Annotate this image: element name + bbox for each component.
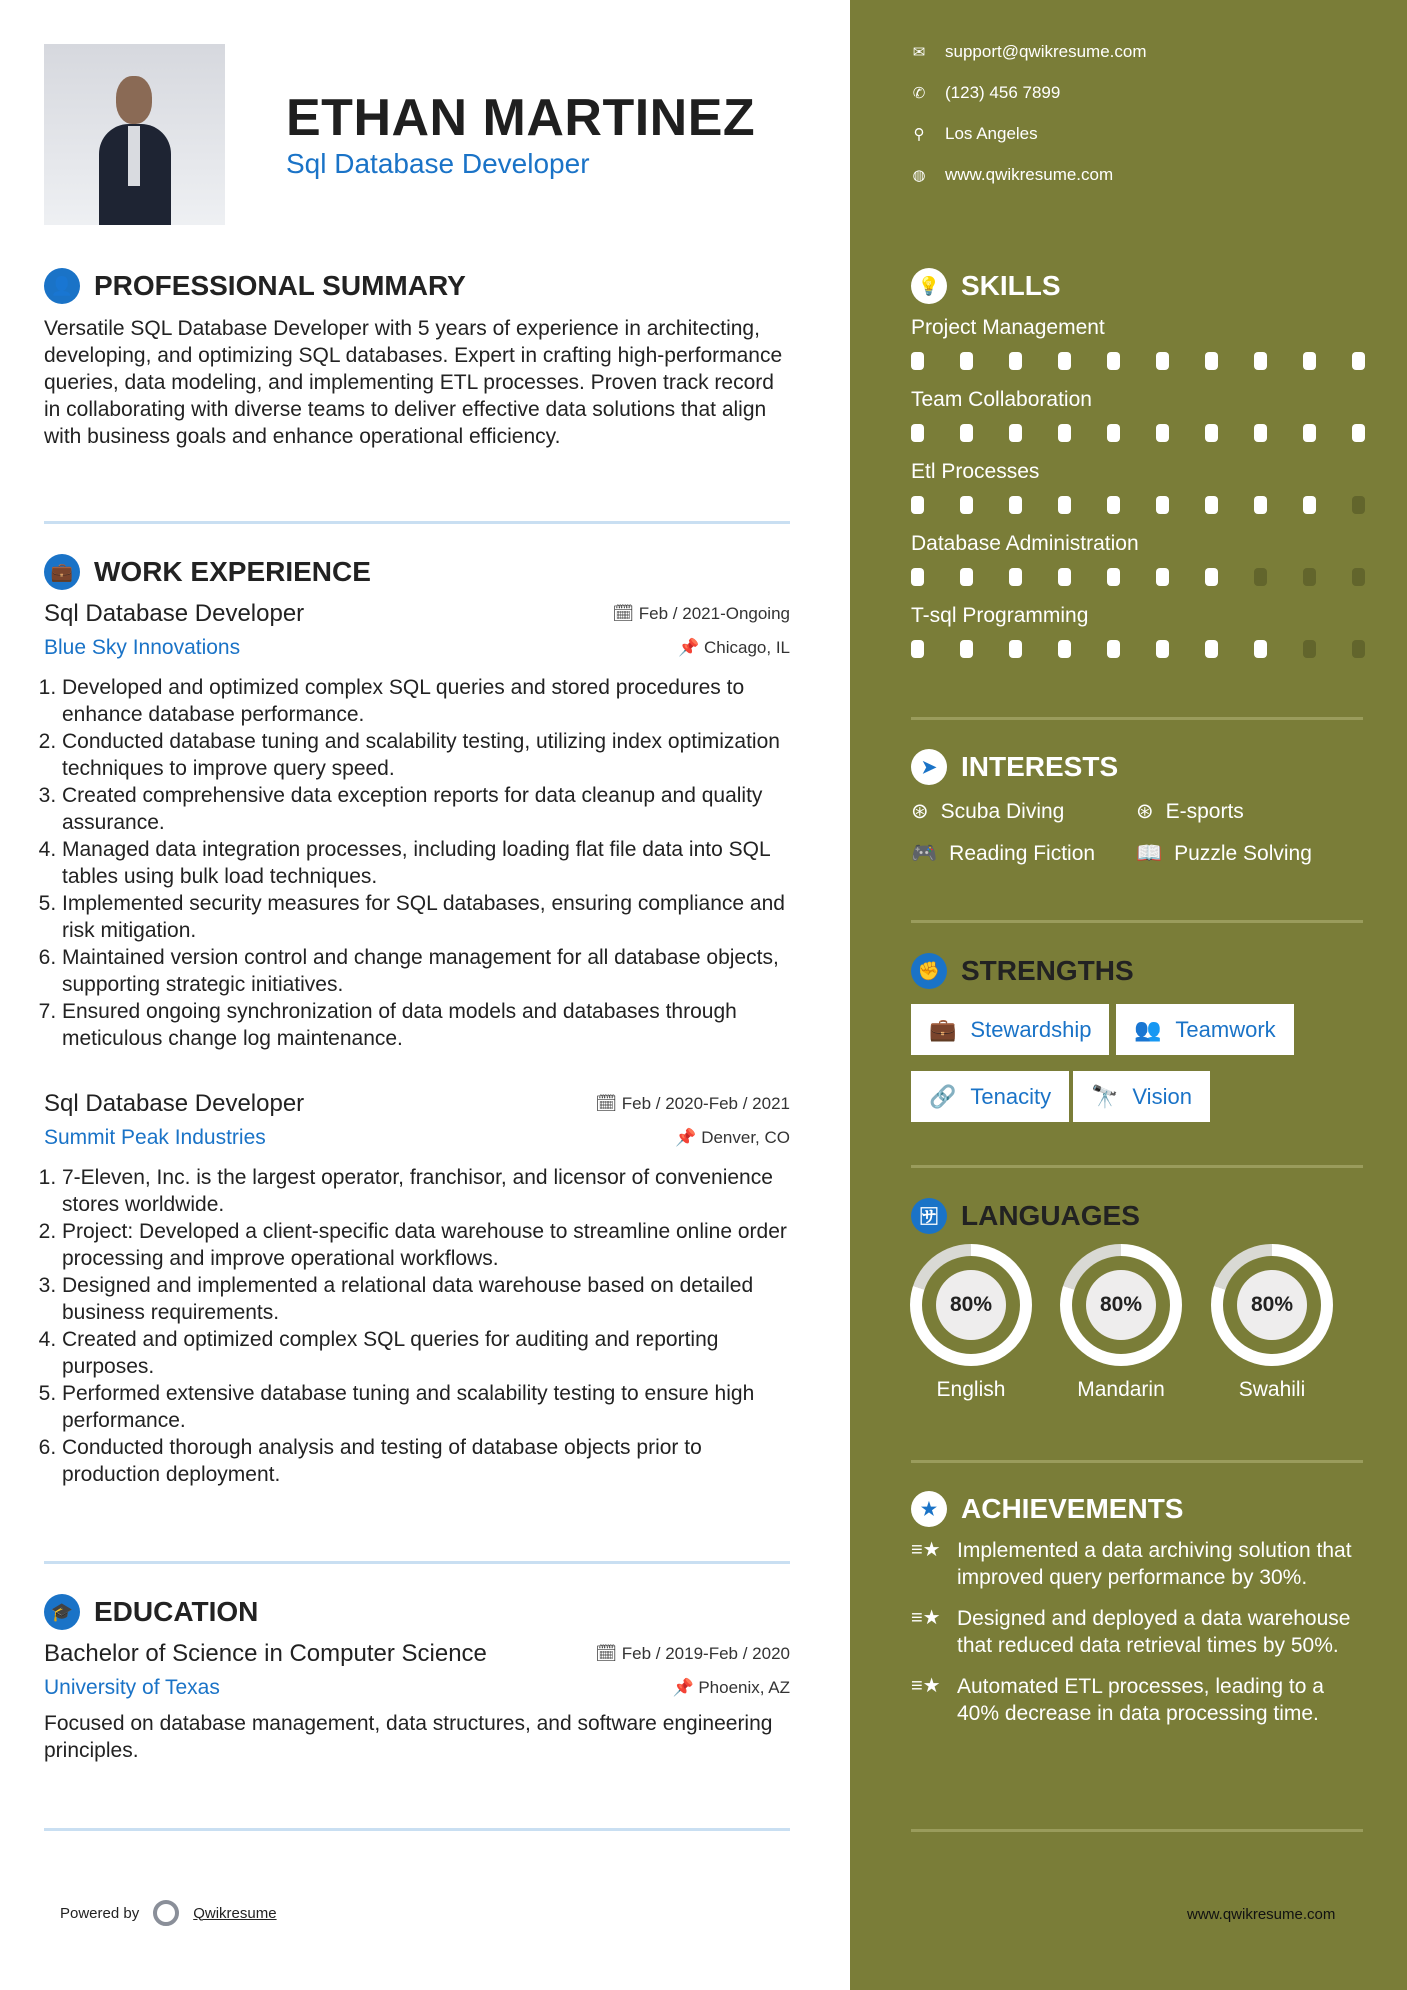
language-name: Mandarin: [1077, 1378, 1165, 1401]
skill-rating: [911, 640, 1365, 658]
interest-item: [911, 799, 1136, 824]
summary-text: Versatile SQL Database Developer with 5 years of experience in architecting, developing, and optimizing SQL databases. Expert in crafting high-performance queries, data modeling, and implementing ETL processes. Proven track record in collaborating with diverse teams to deliver effective data solutions that align with business goals and enhance operational efficiency.: [44, 317, 783, 448]
contact-list: [911, 42, 1147, 185]
qwikresume-link[interactable]: Qwikresume: [193, 1904, 277, 1922]
achievement-item: [911, 1605, 1363, 1659]
link-icon: 🔗: [929, 1083, 957, 1109]
skills-heading: [911, 268, 1365, 304]
rating-dot: [1303, 640, 1316, 658]
shooting-star-icon: ≡★: [911, 1607, 941, 1629]
rating-dot: [911, 352, 924, 370]
rating-dot: [911, 424, 924, 442]
rating-dot: [1303, 352, 1316, 370]
rating-dot: [1156, 568, 1169, 586]
binoculars-icon: 🔭: [1091, 1083, 1119, 1109]
globe-icon: ◍: [912, 167, 926, 184]
strength-label: Teamwork: [1175, 1016, 1276, 1042]
rating-dot: [1254, 568, 1267, 586]
fist-icon: ✊: [911, 953, 947, 989]
company-name: Blue Sky Innovations: [44, 636, 241, 659]
skills-section: [911, 268, 1365, 676]
briefcase-user-icon: 💼: [44, 554, 80, 590]
language-percent: 80%: [1086, 1270, 1156, 1340]
duty-item: 3. Designed and implemented a relational data warehouse based on detailed business requirements.: [62, 1272, 790, 1326]
shooting-star-icon: ≡★: [911, 1539, 941, 1561]
achievement-text: Designed and deployed a data warehouse that reduced data retrieval times by 50%.: [957, 1607, 1351, 1657]
translate-icon: 🈂: [911, 1198, 947, 1234]
divider: [44, 1828, 790, 1831]
job-title: Sql Database Developer: [44, 1090, 305, 1117]
job-location-text: Denver, CO: [701, 1128, 790, 1147]
rating-dot: [1156, 424, 1169, 442]
rating-dot: [1205, 640, 1218, 658]
skill-name: Team Collaboration: [911, 388, 1092, 411]
rating-dot: [1254, 496, 1267, 514]
education-location: 📌 Phoenix, AZ: [672, 1678, 790, 1697]
contact-website[interactable]: [911, 165, 1147, 185]
qwikresume-logo-icon: [153, 1900, 179, 1926]
duty-item: 7. Ensured ongoing synchronization of data models and databases through meticulous change log maintenance.: [62, 998, 790, 1052]
rating-dot: [1254, 352, 1267, 370]
rating-dot: [1107, 496, 1120, 514]
website-text: www.qwikresume.com: [945, 165, 1114, 184]
skill-name: Etl Processes: [911, 460, 1040, 483]
rating-dot: [960, 640, 973, 658]
rating-dot: [1156, 352, 1169, 370]
education-location-text: Phoenix, AZ: [698, 1678, 790, 1697]
duty-item: 6. Conducted thorough analysis and testing of database objects prior to production deployment.: [62, 1434, 790, 1488]
rating-dot: [1009, 352, 1022, 370]
job-location: 📌 Denver, CO: [675, 1128, 790, 1147]
rating-dot: [1205, 496, 1218, 514]
summary-heading-text: PROFESSIONAL SUMMARY: [94, 270, 466, 301]
skill-rating: [911, 568, 1365, 586]
summary-heading: [44, 268, 466, 304]
life-ring-icon: ⊛: [911, 800, 929, 823]
graduate-icon: 🎓: [44, 1594, 80, 1630]
strength-chip: [1116, 1004, 1294, 1055]
interest-item: [1136, 842, 1361, 866]
achievements-section: [911, 1491, 1363, 1727]
job-duties: [44, 1164, 790, 1488]
divider: [911, 920, 1363, 923]
rating-dot: [1352, 352, 1365, 370]
job-location-text: Chicago, IL: [704, 638, 790, 657]
map-pin-icon: ⚲: [913, 126, 925, 143]
interest-item: [1136, 799, 1361, 824]
job-dates: 🗓 Feb / 2021-Ongoing: [612, 604, 790, 623]
rating-dot: [911, 568, 924, 586]
language-name: Swahili: [1238, 1378, 1306, 1401]
rating-dot: [1058, 352, 1071, 370]
profile-photo: [44, 44, 225, 225]
rating-dot: [1009, 568, 1022, 586]
divider: [911, 717, 1363, 720]
duty-item: 5. Implemented security measures for SQL databases, ensuring compliance and risk mitigation.: [62, 890, 790, 944]
briefcase-icon: 💼: [929, 1016, 957, 1042]
interest-label: Reading Fiction: [949, 842, 1096, 865]
rating-dot: [1058, 568, 1071, 586]
achievement-item: [911, 1673, 1363, 1727]
language-percent: 80%: [936, 1270, 1006, 1340]
job-title: Sql Database Developer: [44, 600, 305, 627]
rating-dot: [1303, 424, 1316, 442]
rating-dot: [1058, 640, 1071, 658]
strength-label: Vision: [1132, 1083, 1192, 1109]
rating-dot: [1352, 496, 1365, 514]
degree: Bachelor of Science in Computer Science: [44, 1640, 487, 1667]
languages-heading: [911, 1198, 1140, 1234]
strengths-heading: [911, 953, 1134, 989]
education-heading: [44, 1594, 258, 1630]
skill-name: Database Administration: [911, 532, 1139, 555]
shooting-star-icon: ≡★: [911, 1675, 941, 1697]
rating-dot: [960, 496, 973, 514]
candidate-title: Sql Database Developer: [286, 148, 590, 179]
skill-rating: [911, 424, 1365, 442]
skill-name: Project Management: [911, 316, 1105, 339]
user-icon: 👤: [44, 268, 80, 304]
strength-label: Tenacity: [970, 1083, 1052, 1109]
language-name: English: [936, 1378, 1006, 1401]
rating-dot: [1156, 640, 1169, 658]
interest-label: E-sports: [1165, 799, 1244, 823]
language-ring: [910, 1244, 1032, 1366]
achievement-item: [911, 1537, 1363, 1591]
education-description: Focused on database management, data structures, and software engineering principles.: [44, 1712, 773, 1762]
experience-heading-text: WORK EXPERIENCE: [94, 556, 371, 587]
contact-location: [911, 124, 1147, 144]
language-item: [1059, 1244, 1183, 1402]
achievements-heading-text: ACHIEVEMENTS: [961, 1493, 1184, 1524]
star-badge-icon: ★: [911, 1491, 947, 1527]
strength-chip: [911, 1071, 1069, 1122]
job-dates-text: Feb / 2020-Feb / 2021: [621, 1094, 790, 1113]
divider: [911, 1165, 1363, 1168]
rating-dot: [1205, 424, 1218, 442]
rating-dot: [960, 424, 973, 442]
rating-dot: [1107, 352, 1120, 370]
strengths-heading-text: STRENGTHS: [961, 955, 1134, 986]
duty-item: 1. Developed and optimized complex SQL queries and stored procedures to enhance database performance.: [62, 674, 790, 728]
rating-dot: [1156, 496, 1169, 514]
rating-dot: [1009, 496, 1022, 514]
job-location: 📌 Chicago, IL: [678, 638, 790, 657]
duty-item: 4. Created and optimized complex SQL queries for auditing and reporting purposes.: [62, 1326, 790, 1380]
skill-rating: [911, 352, 1365, 370]
divider: [911, 1460, 1363, 1463]
contact-phone: [911, 83, 1147, 103]
footer-website[interactable]: www.qwikresume.com: [1187, 1906, 1336, 1923]
rating-dot: [1254, 640, 1267, 658]
powered-by-text: Powered by: [60, 1904, 140, 1922]
interest-label: Scuba Diving: [940, 799, 1065, 823]
email-text: support@qwikresume.com: [945, 42, 1147, 61]
interest-label: Puzzle Solving: [1174, 842, 1312, 865]
skill-item: [911, 460, 1365, 514]
rating-dot: [911, 640, 924, 658]
lightbulb-icon: 💡: [911, 268, 947, 304]
interest-item: [911, 842, 1136, 866]
languages-heading-text: LANGUAGES: [961, 1200, 1140, 1231]
envelope-icon: ✉: [912, 44, 926, 61]
achievements-heading: [911, 1491, 1363, 1527]
rating-dot: [960, 352, 973, 370]
education-heading-text: EDUCATION: [94, 1596, 259, 1627]
achievement-text: Implemented a data archiving solution that improved query performance by 30%.: [957, 1539, 1352, 1589]
experience-heading: [44, 554, 371, 590]
rating-dot: [1205, 568, 1218, 586]
job-duties: [44, 674, 790, 1052]
skills-heading-text: SKILLS: [961, 270, 1061, 301]
education-entry: [44, 1640, 790, 1764]
education-dates-text: Feb / 2019-Feb / 2020: [621, 1644, 790, 1663]
rating-dot: [1107, 640, 1120, 658]
rating-dot: [1352, 424, 1365, 442]
language-ring: [1211, 1244, 1333, 1366]
duty-item: 4. Managed data integration processes, including loading flat file data into SQL tables using bulk load techniques.: [62, 836, 790, 890]
gamepad-icon: 🎮: [911, 842, 938, 865]
paper-plane-icon: ➤: [911, 749, 947, 785]
school-name: University of Texas: [44, 1676, 220, 1699]
phone-text: (123) 456 7899: [945, 83, 1061, 102]
life-ring-icon: ⊛: [1136, 800, 1154, 823]
users-icon: 👥: [1134, 1016, 1162, 1042]
phone-icon: ✆: [912, 85, 926, 102]
duty-item: 1. 7-Eleven, Inc. is the largest operator, franchisor, and licensor of convenience stores worldwide.: [62, 1164, 790, 1218]
book-icon: 📖: [1136, 842, 1163, 865]
rating-dot: [1009, 424, 1022, 442]
rating-dot: [1352, 640, 1365, 658]
rating-dot: [1009, 640, 1022, 658]
rating-dot: [1303, 496, 1316, 514]
rating-dot: [911, 496, 924, 514]
language-ring: [1060, 1244, 1182, 1366]
rating-dot: [960, 568, 973, 586]
duty-item: 2. Project: Developed a client-specific data warehouse to streamline online order processing and improve operational workflows.: [62, 1218, 790, 1272]
rating-dot: [1352, 568, 1365, 586]
rating-dot: [1058, 496, 1071, 514]
skill-name: T-sql Programming: [911, 604, 1089, 627]
interests-heading-text: INTERESTS: [961, 751, 1119, 782]
strength-chip: [1073, 1071, 1210, 1122]
candidate-name: ETHAN MARTINEZ: [286, 89, 756, 147]
skills-list: [911, 316, 1365, 658]
location-text: Los Angeles: [945, 124, 1038, 143]
rating-dot: [1058, 424, 1071, 442]
job-dates-text: Feb / 2021-Ongoing: [638, 604, 790, 623]
rating-dot: [1254, 424, 1267, 442]
divider: [44, 521, 790, 524]
job-dates: 🗓 Feb / 2020-Feb / 2021: [595, 1094, 790, 1113]
duty-item: 6. Maintained version control and change management for all database objects, supporting strategic initiatives.: [62, 944, 790, 998]
language-item: [1210, 1244, 1334, 1402]
divider: [911, 1829, 1363, 1832]
job-entry: [44, 1090, 790, 1488]
skill-item: [911, 388, 1365, 442]
rating-dot: [1107, 568, 1120, 586]
strength-label: Stewardship: [970, 1016, 1092, 1042]
rating-dot: [1107, 424, 1120, 442]
duty-item: 2. Conducted database tuning and scalability testing, utilizing index optimization techniques to improve query speed.: [62, 728, 790, 782]
divider: [44, 1561, 790, 1564]
language-item: [909, 1244, 1033, 1402]
strength-chip: [911, 1004, 1109, 1055]
rating-dot: [1205, 352, 1218, 370]
job-entry: [44, 600, 790, 1052]
contact-email[interactable]: [911, 42, 1147, 62]
skill-item: [911, 604, 1365, 658]
skill-item: [911, 532, 1365, 586]
language-percent: 80%: [1237, 1270, 1307, 1340]
education-dates: 🗓 Feb / 2019-Feb / 2020: [595, 1644, 790, 1663]
skill-rating: [911, 496, 1365, 514]
duty-item: 3. Created comprehensive data exception reports for data cleanup and quality assurance.: [62, 782, 790, 836]
skill-item: [911, 316, 1365, 370]
duty-item: 5. Performed extensive database tuning and scalability testing to ensure high performance.: [62, 1380, 790, 1434]
company-name: Summit Peak Industries: [44, 1126, 266, 1149]
powered-by: [60, 1900, 277, 1926]
rating-dot: [1303, 568, 1316, 586]
interests-heading: [911, 749, 1363, 785]
achievement-text: Automated ETL processes, leading to a 40% decrease in data processing time.: [957, 1675, 1324, 1725]
interests-section: [911, 749, 1363, 866]
